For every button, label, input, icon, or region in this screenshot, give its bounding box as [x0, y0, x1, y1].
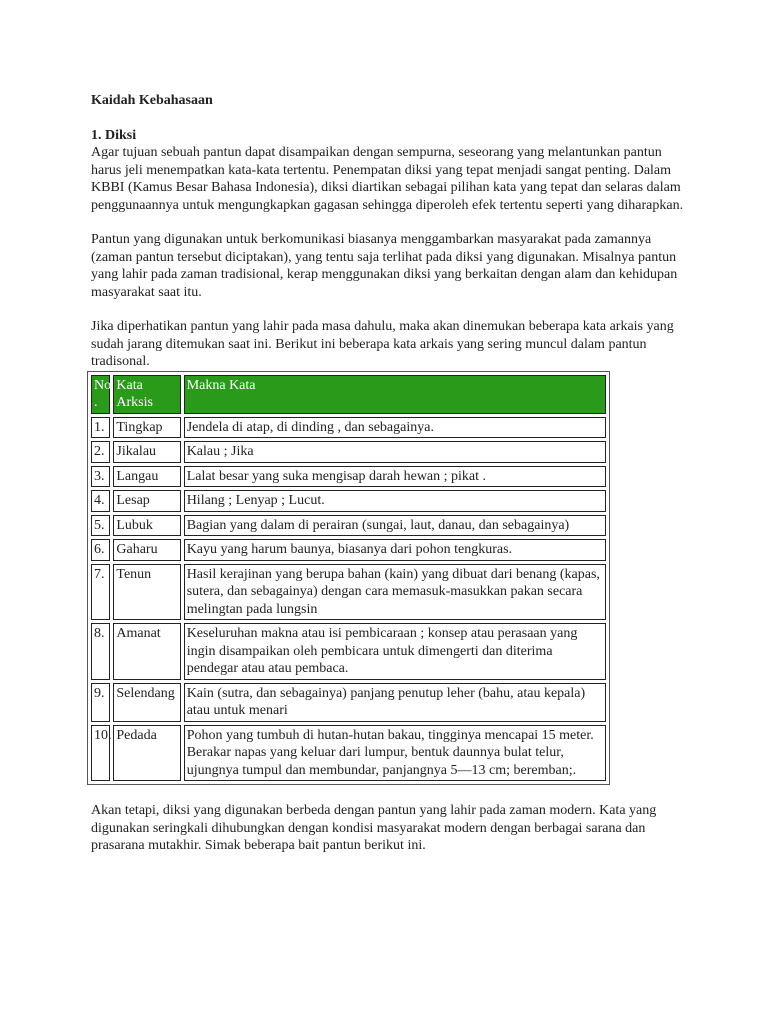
table-cell-meaning: Bagian yang dalam di perairan (sungai, laut, danau, dan sebagainya)	[184, 515, 606, 537]
table-cell-word: Jikalau	[113, 441, 180, 463]
table-cell-meaning: Hasil kerajinan yang berupa bahan (kain) yang dibuat dari benang (kapas, sutera, dan sebagainya) dengan cara memasuk-masukkan pakan secara melingtan pada lungsin	[184, 564, 606, 621]
table-cell-word: Tingkap	[113, 417, 180, 439]
document-heading: Kaidah Kebahasaan	[91, 93, 213, 108]
table-cell-meaning: Pohon yang tumbuh di hutan-hutan bakau, tingginya mencapai 15 meter. Berakar napas yang keluar dari lumpur, bentuk daunnya bulat telur, ujungnya tumpul dan membundar, panjangnya 5—13 cm; beremban;.	[184, 725, 606, 782]
table-cell-meaning: Jendela di atap, di dinding , dan sebagainya.	[184, 417, 606, 439]
table-row	[91, 683, 606, 722]
table-cell-word: Tenun	[113, 564, 180, 621]
table-cell-meaning: Kain (sutra, dan sebagainya) panjang penutup leher (bahu, atau kepala) atau untuk menari	[184, 683, 606, 722]
table-cell-no: 8.	[91, 623, 110, 680]
table-row	[91, 539, 606, 561]
table-cell-meaning: Kalau ; Jika	[184, 441, 606, 463]
table-cell-word: Langau	[113, 466, 180, 488]
table-cell-no: 10.	[91, 725, 110, 782]
table-cell-no: 1.	[91, 417, 110, 439]
table-cell-no: 6.	[91, 539, 110, 561]
table-cell-word: Lubuk	[113, 515, 180, 537]
table-header-row	[91, 375, 606, 414]
table-row	[91, 441, 606, 463]
section-title: 1. Diksi	[91, 127, 137, 143]
paragraph-archaic: Jika diperhatikan pantun yang lahir pada masa dahulu, maka akan dinemukan beberapa kata arkais yang sudah jarang ditemukan saat ini. Berikut ini beberapa kata arkais yang sering muncul dalam pantun tradisonal.	[91, 319, 674, 369]
header-cell-meaning: Makna Kata	[184, 375, 606, 414]
table-cell-no: 3.	[91, 466, 110, 488]
archaic-words-table	[87, 371, 610, 786]
header-cell-word: Kata Arksis	[113, 375, 180, 414]
table-cell-no: 4.	[91, 490, 110, 512]
table-cell-meaning: Hilang ; Lenyap ; Lucut.	[184, 490, 606, 512]
table-cell-word: Amanat	[113, 623, 180, 680]
table-cell-no: 5.	[91, 515, 110, 537]
table-cell-no: 9.	[91, 683, 110, 722]
table-row	[91, 417, 606, 439]
table-cell-no: 7.	[91, 564, 110, 621]
table-cell-meaning: Keseluruhan makna atau isi pembicaraan ; konsep atau perasaan yang ingin disampaikan oleh pembicara untuk dimengerti dan diterima pendegar atau atau pembaca.	[184, 623, 606, 680]
table-row	[91, 466, 606, 488]
paragraph-intro: Agar tujuan sebuah pantun dapat disampaikan dengan sempurna, seseorang yang melantunkan pantun harus jeli menempatkan kata-kata tertentu. Penempatan diksi yang tepat menjadi sangat penting. Dalam KBBI (Kamus Besar Bahasa Indonesia), diksi diartikan sebagai pilihan kata yang tepat dan selaras dalam penggunaannya untuk mengungkapkan gagasan sehingga diperoleh efek tertentu seperti yang diharapkan.	[91, 145, 684, 213]
table-cell-word: Selendang	[113, 683, 180, 722]
table-row	[91, 490, 606, 512]
document-page	[91, 92, 691, 855]
paragraph-closing: Akan tetapi, diksi yang digunakan berbeda dengan pantun yang lahir pada zaman modern. Kata yang digunakan seringkali dihubungkan dengan kondisi masyarakat modern dengan berbagai sarana dan prasarana mutakhir. Simak beberapa bait pantun berikut ini.	[91, 803, 657, 853]
table-cell-word: Pedada	[113, 725, 180, 782]
table-cell-word: Gaharu	[113, 539, 180, 561]
paragraph-communication: Pantun yang digunakan untuk berkomunikasi biasanya menggambarkan masyarakat pada zamannya (zaman pantun tersebut diciptakan), yang tentu saja terlihat pada diksi yang digunakan. Misalnya pantun yang lahir pada zaman tradisional, kerap menggunakan diksi yang berkaitan dengan alam dan kehidupan masyarakat saat itu.	[91, 232, 678, 300]
header-cell-no: No .	[91, 375, 110, 414]
table-cell-no: 2.	[91, 441, 110, 463]
table-cell-word: Lesap	[113, 490, 180, 512]
table-row	[91, 564, 606, 621]
table-row	[91, 515, 606, 537]
table-cell-meaning: Lalat besar yang suka mengisap darah hewan ; pikat .	[184, 466, 606, 488]
table-cell-meaning: Kayu yang harum baunya, biasanya dari pohon tengkuras.	[184, 539, 606, 561]
table-row	[91, 725, 606, 782]
table-row	[91, 623, 606, 680]
